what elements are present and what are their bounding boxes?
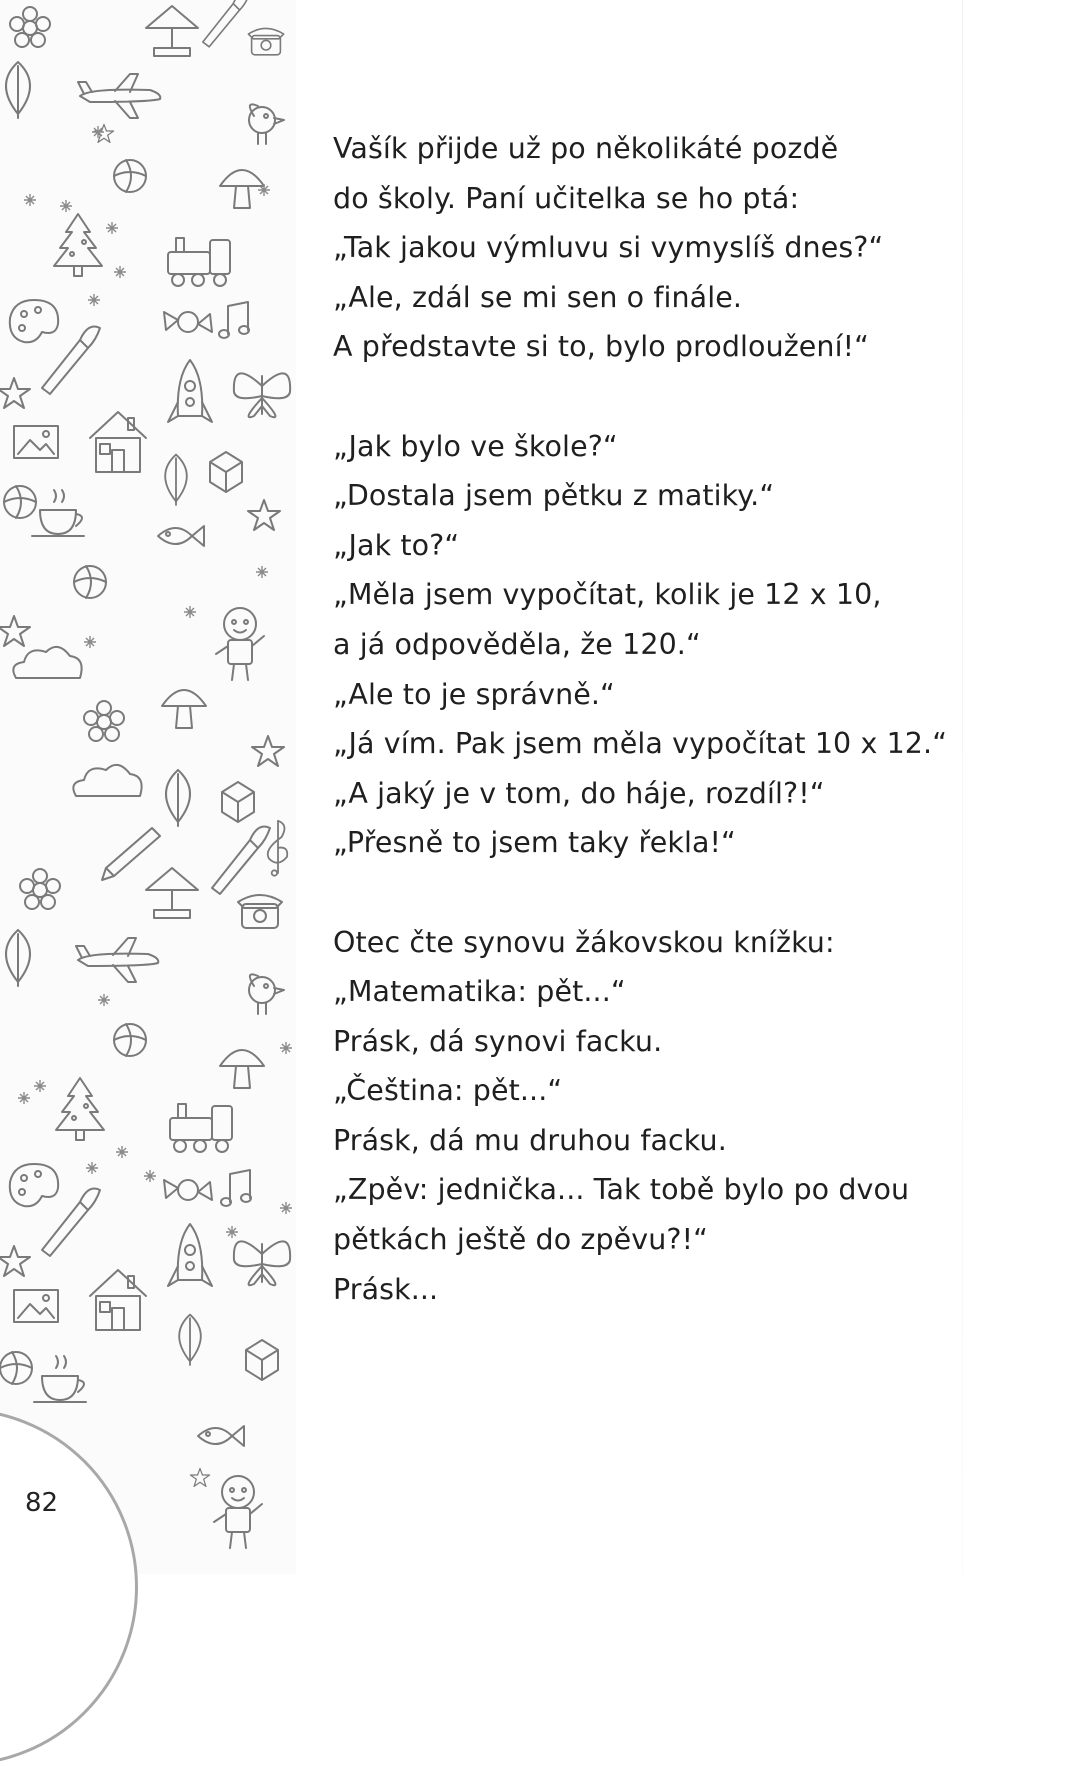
train-icon (168, 238, 230, 286)
picture-icon (14, 1290, 58, 1322)
star-icon (0, 1246, 30, 1276)
bird-icon (249, 104, 284, 144)
joke-line: „Čeština: pět...“ (333, 1074, 563, 1108)
cube-icon (222, 782, 254, 822)
joke-line: Prásk, dá mu druhou facku. (333, 1123, 727, 1157)
mushroom-icon (162, 690, 206, 728)
ball-icon (4, 486, 36, 518)
asterisk-icon (114, 266, 126, 278)
star-icon (0, 378, 30, 408)
asterisk-icon (84, 636, 96, 648)
joke-line: „Matematika: pět...“ (333, 975, 626, 1009)
star-icon (252, 736, 284, 766)
joke-line: Prásk, dá synovi facku. (333, 1024, 663, 1058)
joke-column (333, 124, 1033, 1314)
rocket-icon (168, 1224, 212, 1286)
flower-icon (84, 701, 124, 741)
house-icon (90, 412, 146, 472)
palette-icon (10, 300, 58, 342)
cube-icon (246, 1340, 278, 1380)
leaf-icon (179, 1315, 201, 1365)
asterisk-icon (88, 294, 100, 306)
asterisk-icon (144, 1170, 156, 1182)
airplane-icon (78, 74, 160, 118)
joke-line: „Dostala jsem pětku z matiky.“ (333, 479, 775, 513)
joke-line: „Já vím. Pak jsem měla vypočítat 10 x 12.“ (333, 727, 948, 761)
teacup-icon (32, 490, 84, 536)
picture-icon (14, 426, 58, 458)
joke-1 (333, 124, 1033, 372)
star-icon (190, 1468, 209, 1486)
asterisk-icon (60, 200, 72, 212)
joke-line: A představte si to, bylo prodloužení!“ (333, 330, 870, 364)
ball-icon (74, 566, 106, 598)
star-icon (0, 616, 30, 646)
teacup-icon (34, 1356, 86, 1402)
telephone-icon (248, 28, 283, 54)
palette-icon (10, 1164, 58, 1206)
doodle-pattern-strip (0, 0, 296, 1574)
joke-2 (333, 422, 1033, 868)
leaf-icon (166, 770, 190, 826)
joke-line: Prásk... (333, 1272, 439, 1306)
joke-3 (333, 918, 1033, 1315)
paintbrush-icon (42, 1189, 100, 1257)
telephone-icon (238, 895, 282, 928)
christmas-tree-icon (56, 1078, 104, 1140)
star-icon (248, 500, 280, 530)
paintbrush-icon (42, 327, 100, 395)
music-note-icon (221, 1170, 251, 1206)
ball-icon (114, 1024, 146, 1056)
asterisk-icon (280, 1042, 292, 1054)
asterisk-icon (106, 222, 118, 234)
fish-icon (198, 1426, 244, 1446)
leaf-icon (6, 930, 30, 986)
paintbrush-icon (212, 827, 270, 895)
train-icon (170, 1104, 232, 1152)
joke-line: a já odpověděla, že 120.“ (333, 627, 701, 661)
asterisk-icon (116, 1146, 128, 1158)
doodle-pattern (0, 0, 296, 1574)
ball-icon (0, 1352, 32, 1384)
asterisk-icon (280, 1202, 292, 1214)
joke-line: „Zpěv: jednička... Tak tobě bylo po dvou (333, 1173, 910, 1207)
paintbrush-icon (203, 0, 249, 47)
joke-line: do školy. Paní učitelka se ho ptá: (333, 181, 800, 215)
fish-icon (158, 526, 204, 546)
leaf-icon (6, 62, 30, 118)
boy-icon (214, 1476, 262, 1548)
cloud-icon (73, 765, 141, 796)
cube-icon (210, 452, 242, 492)
joke-line: „Přesně to jsem taky řekla!“ (333, 826, 736, 860)
joke-line: Vašík přijde už po několikáté pozdě (333, 132, 839, 165)
joke-line: Otec čte synovu žákovskou knížku: (333, 925, 835, 959)
sandbox-umbrella-icon (146, 868, 198, 918)
joke-line: pětkách ještě do zpěvu?!“ (333, 1223, 709, 1257)
butterfly-icon (234, 373, 290, 417)
asterisk-icon (86, 1162, 98, 1174)
joke-line: „Jak bylo ve škole?“ (333, 429, 618, 463)
cloud-icon (13, 647, 81, 678)
mushroom-icon (220, 1050, 264, 1088)
mushroom-icon (220, 170, 264, 208)
christmas-tree-icon (54, 214, 102, 276)
house-icon (90, 1270, 146, 1330)
music-note-icon (219, 302, 249, 338)
boy-icon (216, 608, 264, 680)
asterisk-icon (18, 1092, 30, 1104)
candy-icon (164, 312, 212, 332)
asterisk-icon (184, 606, 196, 618)
sandbox-umbrella-icon (146, 6, 198, 56)
asterisk-icon (98, 994, 110, 1006)
airplane-icon (76, 938, 158, 982)
page-number: 82 (25, 1488, 59, 1518)
joke-line: „Ale, zdál se mi sen o finále. (333, 280, 743, 314)
flower-icon (20, 869, 60, 909)
joke-line: „Tak jakou výmluvu si vymyslíš dnes?“ (333, 231, 884, 265)
asterisk-icon (34, 1080, 46, 1092)
asterisk-icon (226, 1226, 238, 1238)
leaf-icon (165, 455, 187, 505)
joke-line: „Jak to?“ (333, 528, 460, 562)
flower-icon (10, 7, 50, 47)
bird-icon (249, 974, 284, 1014)
joke-line: „Měla jsem vypočítat, kolik je 12 x 10, (333, 578, 882, 612)
ball-icon (114, 160, 146, 192)
butterfly-icon (234, 1241, 290, 1285)
candy-icon (164, 1180, 212, 1200)
rocket-icon (168, 360, 212, 422)
asterisk-icon (256, 566, 268, 578)
pencil-icon (102, 828, 160, 880)
joke-line: „Ale to je správně.“ (333, 677, 615, 711)
joke-line: „A jaký je v tom, do háje, rozdíl?!“ (333, 776, 825, 810)
asterisk-icon (24, 194, 36, 206)
